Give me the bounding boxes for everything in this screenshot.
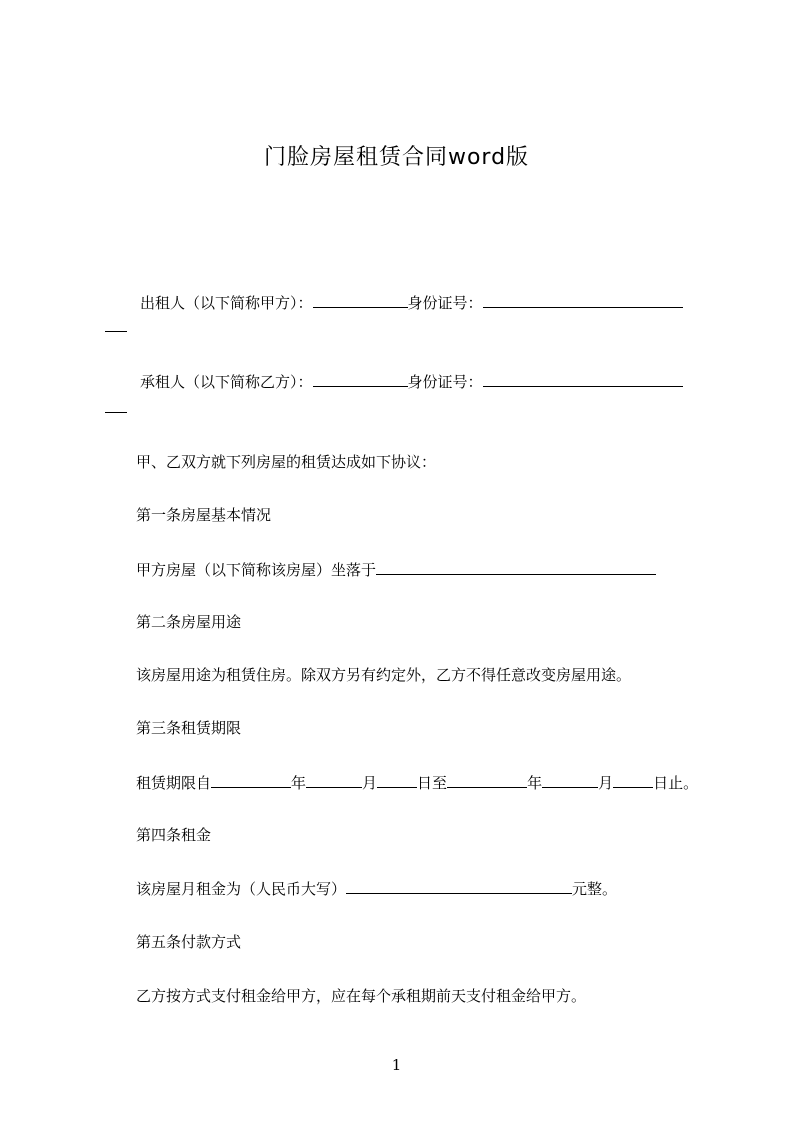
- preamble: 甲、乙双方就下列房屋的租赁达成如下协议：: [136, 453, 437, 471]
- article2-heading: 第二条房屋用途: [136, 613, 242, 631]
- lessee-id-blank: [483, 371, 683, 387]
- article4-heading: 第四条租金: [136, 826, 212, 844]
- end-month-blank: [542, 772, 598, 788]
- lessee-line: [140, 371, 683, 392]
- lessor-id-blank: [483, 292, 683, 308]
- lessee-label: 承租人（以下简称乙方）：: [140, 373, 313, 391]
- start-day-to: 日至: [417, 774, 448, 792]
- end-month-unit: 月: [598, 774, 614, 792]
- lessor-line: [140, 292, 683, 313]
- start-year-unit: 年: [291, 774, 307, 792]
- document-title: 门脸房屋租赁合同word版: [263, 145, 530, 170]
- article1-text-line: [136, 559, 656, 580]
- start-year-blank: [211, 772, 291, 788]
- end-day-suffix: 日止。: [653, 774, 699, 792]
- end-year-blank: [447, 772, 527, 788]
- lessee-id-label: 身份证号：: [407, 373, 483, 391]
- start-month-unit: 月: [362, 774, 378, 792]
- article1-text: 甲方房屋（以下简称该房屋）坐落于: [136, 561, 377, 579]
- article2-text: 该房屋用途为租赁住房。除双方另有约定外，乙方不得任意改变房屋用途。: [136, 666, 632, 684]
- end-day-blank: [613, 772, 653, 788]
- article5-text: 乙方按方式支付租金给甲方，应在每个承租期前天支付租金给甲方。: [136, 987, 587, 1005]
- start-day-blank: [377, 772, 417, 788]
- page-number: 1: [391, 1056, 402, 1074]
- lessor-id-label: 身份证号：: [407, 294, 483, 312]
- lessor-name-blank: [313, 292, 408, 308]
- lessor-label: 出租人（以下简称甲方）：: [140, 294, 313, 312]
- article5-heading: 第五条付款方式: [136, 933, 242, 951]
- lessor-id-blank-continuation: [105, 331, 127, 332]
- lessee-id-blank-continuation: [105, 412, 127, 413]
- lessee-name-blank: [313, 371, 408, 387]
- property-address-blank: [376, 559, 656, 575]
- article1-heading: 第一条房屋基本情况: [136, 506, 272, 524]
- rent-line: [136, 878, 617, 899]
- rent-prefix: 该房屋月租金为（人民币大写）: [136, 880, 347, 898]
- end-year-unit: 年: [527, 774, 543, 792]
- rent-amount-blank: [346, 878, 572, 894]
- lease-term-line: [136, 772, 698, 793]
- rent-suffix: 元整。: [572, 880, 618, 898]
- article3-heading: 第三条租赁期限: [136, 719, 242, 737]
- lease-term-prefix: 租赁期限自: [136, 774, 212, 792]
- start-month-blank: [306, 772, 362, 788]
